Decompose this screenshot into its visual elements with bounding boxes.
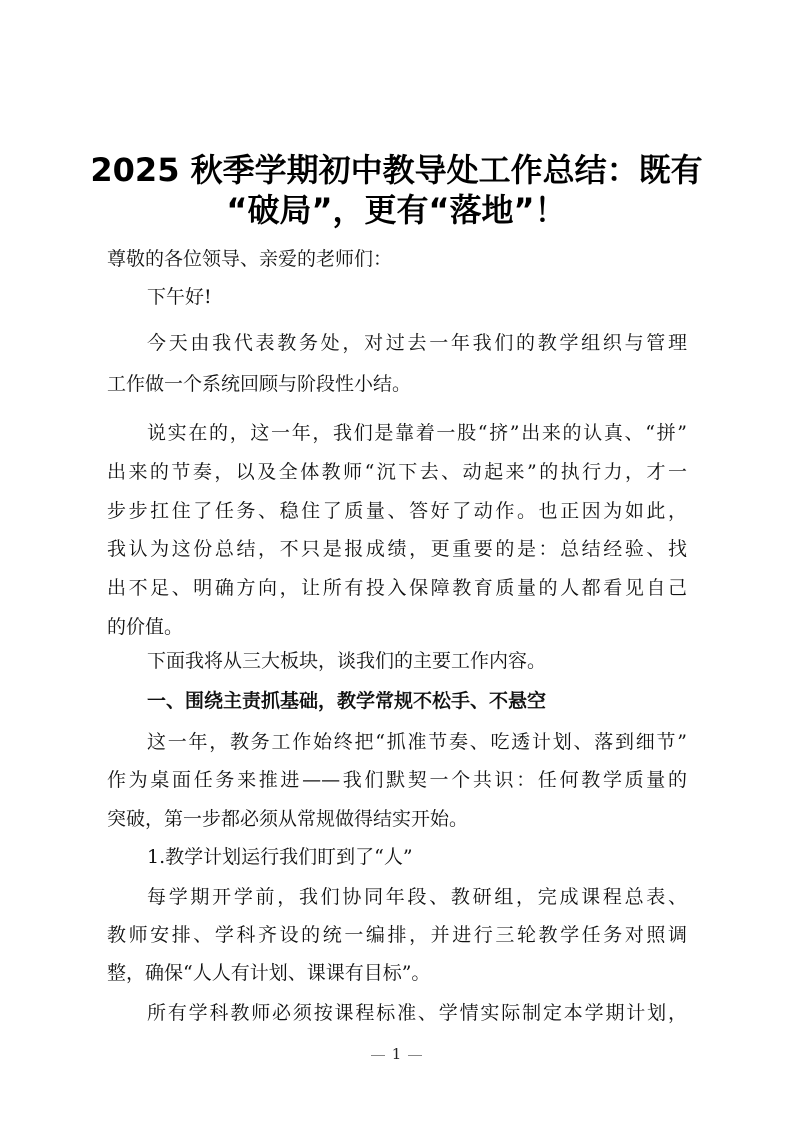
subsection-heading: 1.教学计划运行我们盯到了“人” [147, 846, 413, 868]
document-title-line-1: 2025 秋季学期初中教导处工作总结：既有 [90, 151, 703, 189]
paragraph-line: 突破，第一步都必须从常规做得结实开始。 [107, 808, 469, 830]
paragraph-line: 这一年，教务工作始终把“抓准节奏、吃透计划、落到细节” [147, 731, 687, 753]
paragraph-line: 整，确保“人人有计划、课课有目标”。 [107, 962, 431, 984]
paragraph-line: 出不足、明确方向，让所有投入保障教育质量的人都看见自己 [107, 577, 687, 599]
paragraph-line: 所有学科教师必须按课程标准、学情实际制定本学期计划， [147, 1002, 687, 1024]
greeting: 下午好! [147, 286, 212, 308]
document-title-line-2: “破局”，更有“落地”！ [226, 191, 567, 229]
paragraph-line: 说实在的，这一年，我们是靠着一股“挤”出来的认真、“拼” [147, 422, 687, 444]
paragraph-line: 作为桌面任务来推进——我们默契一个共识：任何教学质量的 [107, 769, 687, 791]
paragraph-line: 我认为这份总结，不只是报成绩，更重要的是：总结经验、找 [107, 538, 687, 560]
paragraph-line: 出来的节奏，以及全体教师“沉下去、动起来”的执行力，才一 [107, 461, 687, 483]
paragraph-line: 今天由我代表教务处，对过去一年我们的教学组织与管理 [147, 332, 687, 354]
salutation: 尊敬的各位领导、亲爱的老师们： [107, 248, 393, 270]
paragraph-line: 的价值。 [107, 616, 184, 638]
paragraph-line: 下面我将从三大板块，谈我们的主要工作内容。 [147, 650, 547, 672]
dash-left [371, 1055, 385, 1056]
paragraph-line: 步步扛住了任务、稳住了质量、答好了动作。也正因为如此， [107, 500, 687, 522]
page-number-value: 1 [391, 1045, 402, 1063]
paragraph-line: 工作做一个系统回顾与阶段性小结。 [107, 373, 412, 395]
paragraph-line: 每学期开学前，我们协同年段、教研组，完成课程总表、 [147, 886, 687, 908]
page-number [0, 1045, 793, 1063]
dash-right [408, 1055, 422, 1056]
paragraph-line: 教师安排、学科齐设的统一编排，并进行三轮教学任务对照调 [107, 924, 687, 946]
section-heading: 一、围绕主责抓基础，教学常规不松手、不悬空 [147, 690, 547, 712]
